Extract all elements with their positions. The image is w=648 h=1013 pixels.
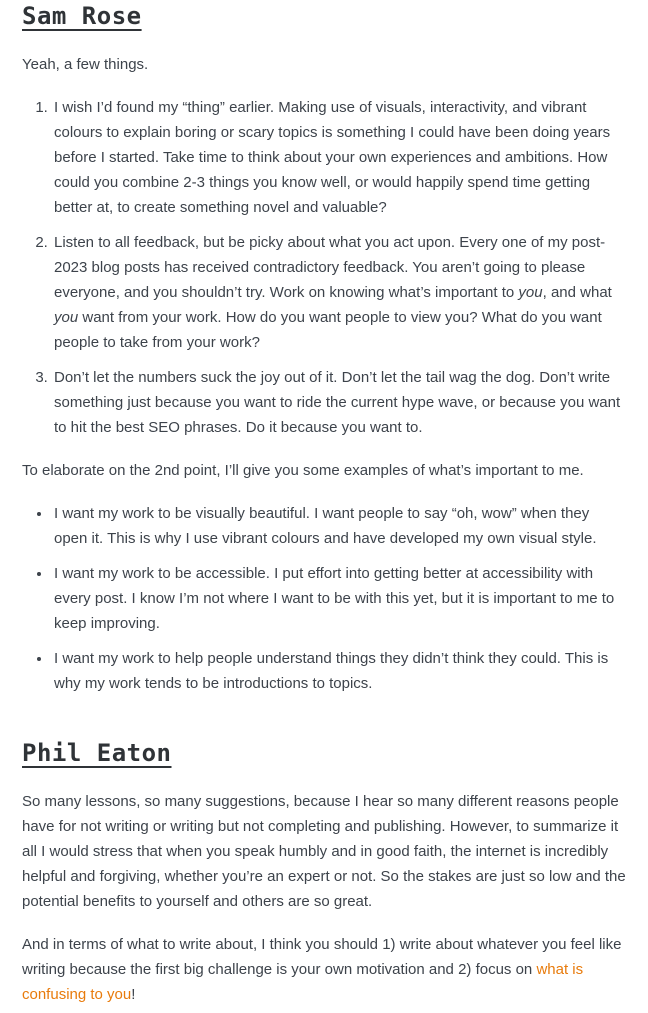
- phil-eaton-para2: [22, 932, 626, 1007]
- list-item-text: I want my work to be visually beautiful. I want people to say “oh, wow” when they open it. This is why I use vibrant colours and have developed my own visual style.: [54, 504, 597, 547]
- list-item: [52, 365, 626, 440]
- paragraph-text: And in terms of what to write about, I think you should 1) write about whatever you feel like writing because the first big challenge is your own motivation and 2) focus on: [22, 935, 622, 978]
- list-item-text: I want my work to be accessible. I put effort into getting better at accessibility with every post. I know I’m not where I want to be with this yet, but it is important to me to keep improving.: [54, 564, 615, 632]
- sam-rose-heading: [22, 2, 626, 31]
- sam-rose-numbered-list: [22, 95, 626, 440]
- list-item-text: want from your work. How do you want people to view you? What do you want people to take from your work?: [54, 308, 602, 351]
- list-item-text: Listen to all feedback, but be picky about what you act upon. Every one of my post-2023 blog posts has received contradictory feedback. You aren’t going to please everyone, and you shouldn’t try. Work on knowing what’s important to: [54, 233, 606, 301]
- list-item: [52, 561, 626, 636]
- sam-rose-bullet-list: [22, 501, 626, 696]
- sam-rose-intro: Yeah, a few things.: [22, 55, 149, 73]
- list-item: [52, 646, 626, 696]
- list-item: [52, 230, 626, 355]
- list-item: [52, 95, 626, 220]
- section-phil-eaton: [22, 739, 626, 1007]
- sam-rose-heading-link[interactable]: Sam Rose: [22, 2, 142, 30]
- phil-eaton-para1: So many lessons, so many suggestions, because I hear so many different reasons people have for not writing or writing but not completing and publishing. However, to summarize it all I would stress that when you speak humbly and in good faith, the internet is incredibly helpful and forgiving, whether you’re an expert or not. So the stakes are just so low and the potential benefits to yourself and others are so great.: [22, 792, 626, 910]
- phil-eaton-heading: [22, 739, 626, 768]
- emphasis-you: you: [54, 308, 79, 326]
- section-sam-rose: [22, 2, 626, 696]
- list-item-text: Don’t let the numbers suck the joy out of it. Don’t let the tail wag the dog. Don’t write something just because you want to ride the current hype wave, or because you want to hit the best SEO phrases. Do it because you want to.: [54, 368, 621, 436]
- list-item-text: , and what: [542, 283, 612, 301]
- sam-rose-elaborate: To elaborate on the 2nd point, I’ll give you some examples of what’s important to me.: [22, 461, 584, 479]
- what-is-confusing-link[interactable]: what is confusing to you: [22, 960, 584, 1003]
- list-item-text: I want my work to help people understand things they didn’t think they could. This is why my work tends to be introductions to topics.: [54, 649, 609, 692]
- paragraph-text: !: [131, 985, 136, 1003]
- list-item: [52, 501, 626, 551]
- emphasis-you: you: [518, 283, 543, 301]
- phil-eaton-heading-link[interactable]: Phil Eaton: [22, 738, 172, 767]
- list-item-text: I wish I’d found my “thing” earlier. Making use of visuals, interactivity, and vibrant colours to explain boring or scary topics is something I could have been doing years before I started. Take time to think about your own experiences and ambitions. How could you combine 2-3 things you know well, or would happily spend time getting better at, to create something novel and valuable?: [54, 98, 611, 216]
